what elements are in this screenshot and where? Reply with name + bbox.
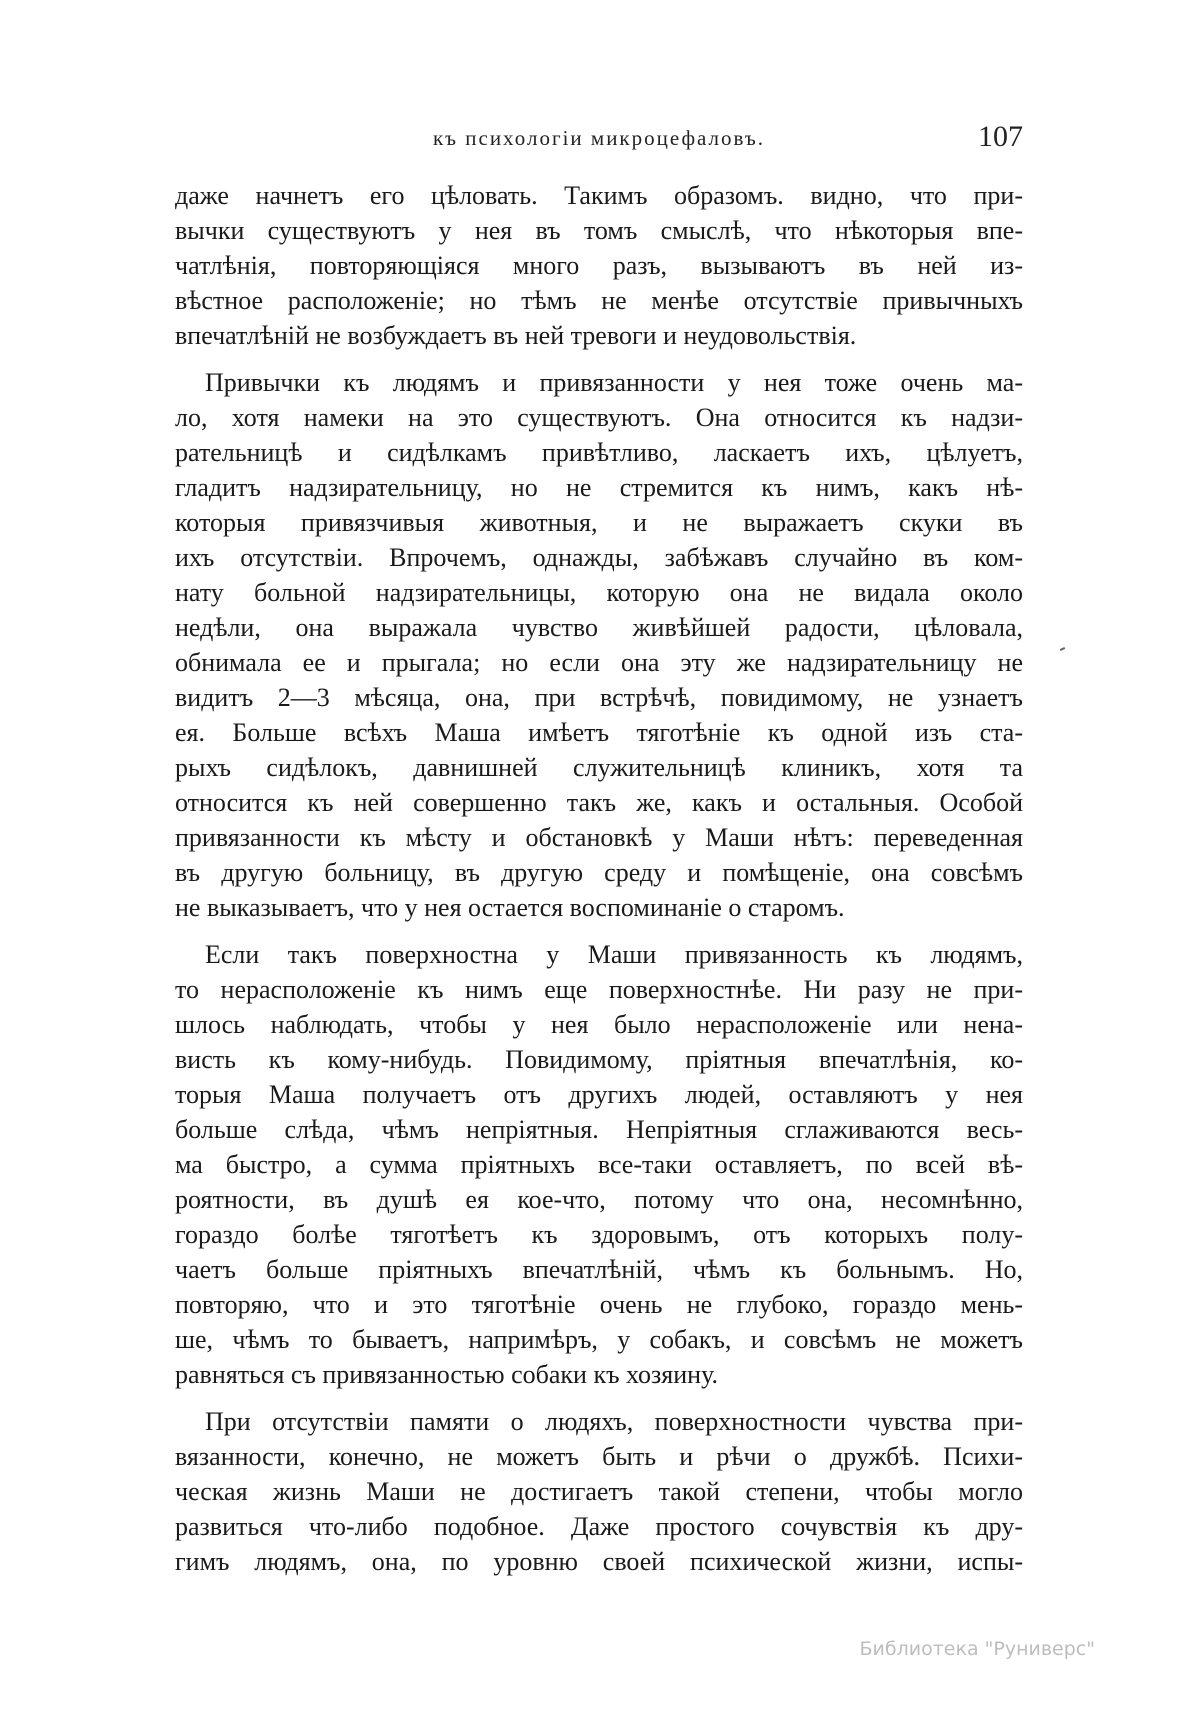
running-title: къ психологіи микроцефаловъ. — [432, 126, 766, 150]
text-line: вычки существуютъ у нея въ томъ смыслѣ, что нѣкоторыя впе- — [175, 216, 1023, 245]
text-line: ма быстро, а сумма пріятныхъ все-таки оставляетъ, по всей вѣ- — [175, 1150, 1023, 1179]
text-line: относится къ ней совершенно такъ же, какъ и остальныя. Особой — [175, 788, 1023, 817]
paragraph-1 — [175, 178, 1023, 353]
text-line: ло, хотя намеки на это существуютъ. Она относится къ надзи- — [175, 403, 1023, 432]
scan-speck — [1060, 647, 1065, 651]
text-line: вязанности, конечно, не можетъ быть и рѣчи о дружбѣ. Психи- — [175, 1442, 1023, 1471]
text-line: больше слѣда, чѣмъ непріятныя. Непріятныя сглаживаются весь- — [175, 1115, 1023, 1144]
text-line: чатлѣнія, повторяющіяся много разъ, вызываютъ въ ней из- — [175, 251, 1023, 280]
text-line: ше, чѣмъ то бываетъ, напримѣръ, у собакъ, и совсѣмъ не можетъ — [175, 1325, 1023, 1354]
text-line: ея. Больше всѣхъ Маша имѣетъ тяготѣніе къ одной изъ ста- — [175, 718, 1023, 747]
paragraph-4 — [175, 1404, 1023, 1579]
text-line: висть къ кому-нибудь. Повидимому, пріятныя впечатлѣнія, ко- — [175, 1045, 1023, 1074]
text-line: торыя Маша получаетъ отъ другихъ людей, оставляютъ у нея — [175, 1080, 1023, 1109]
text-line: гимъ людямъ, она, по уровню своей психической жизни, испы- — [175, 1547, 1023, 1576]
text-line: обнимала ее и прыгала; но если она эту же надзирательницу не — [175, 648, 1023, 677]
text-line: даже начнетъ его цѣловать. Такимъ образомъ. видно, что при- — [175, 181, 1023, 210]
text-line: недѣли, она выражала чувство живѣйшей радости, цѣловала, — [175, 613, 1023, 642]
text-line: привязанности къ мѣсту и обстановкѣ у Маши нѣтъ: переведенная — [175, 823, 1023, 852]
text-line: гораздо болѣе тяготѣетъ къ здоровымъ, отъ которыхъ полу- — [175, 1220, 1023, 1249]
text-line: не выказываетъ, что у нея остается воспоминаніе о старомъ. — [175, 893, 845, 922]
text-line: При отсутствіи памяти о людяхъ, поверхностности чувства при- — [205, 1407, 1023, 1436]
text-line: Привычки къ людямъ и привязанности у нея тоже очень ма- — [205, 368, 1023, 397]
text-line: гладитъ надзирательницу, но не стремится къ нимъ, какъ нѣ- — [175, 473, 1023, 502]
text-line: рыхъ сидѣлокъ, давнишней служительницѣ клиникъ, хотя та — [175, 753, 1023, 782]
text-line: повторяю, что и это тяготѣніе очень не глубоко, гораздо мень- — [175, 1290, 1023, 1319]
text-line: ческая жизнь Маши не достигаетъ такой степени, чтобы могло — [175, 1477, 1023, 1506]
text-line: чаетъ больше пріятныхъ впечатлѣній, чѣмъ къ больнымъ. Но, — [175, 1255, 1023, 1284]
page-number: 107 — [978, 120, 1023, 153]
text-line: равняться съ привязанностью собаки къ хозяину. — [175, 1360, 718, 1389]
text-line: рательницѣ и сидѣлкамъ привѣтливо, ласкаетъ ихъ, цѣлуетъ, — [175, 438, 1023, 467]
text-line: развиться что-либо подобное. Даже простого сочувствія къ дру- — [175, 1512, 1023, 1541]
text-line: ихъ отсутствіи. Впрочемъ, однажды, забѣжавъ случайно въ ком- — [175, 543, 1023, 572]
paragraph-2 — [175, 365, 1023, 925]
text-body — [175, 178, 1023, 1579]
text-line: Если такъ поверхностна у Маши привязанность къ людямъ, — [205, 940, 1023, 969]
text-line: то нерасположеніе къ нимъ еще поверхностнѣе. Ни разу не при- — [175, 975, 1023, 1004]
text-line: видитъ 2—3 мѣсяца, она, при встрѣчѣ, повидимому, не узнаетъ — [175, 683, 1023, 712]
running-header — [175, 120, 1023, 160]
text-line: нату больной надзирательницы, которую она не видала около — [175, 578, 1023, 607]
text-line: въ другую больницу, въ другую среду и помѣщеніе, она совсѣмъ — [175, 858, 1023, 887]
library-watermark: Библиотека "Руниверс" — [859, 1638, 1095, 1660]
text-line: которыя привязчивыя животныя, и не выражаетъ скуки въ — [175, 508, 1023, 537]
text-line: вѣстное расположеніе; но тѣмъ не менѣе отсутствіе привычныхъ — [175, 286, 1023, 315]
paragraph-3 — [175, 937, 1023, 1392]
text-line: впечатлѣній не возбуждаетъ въ ней тревоги и неудовольствія. — [175, 321, 857, 350]
text-line: роятности, въ душѣ ея кое-что, потому что она, несомнѣнно, — [175, 1185, 1023, 1214]
text-line: шлось наблюдать, чтобы у нея было нерасположеніе или нена- — [175, 1010, 1023, 1039]
